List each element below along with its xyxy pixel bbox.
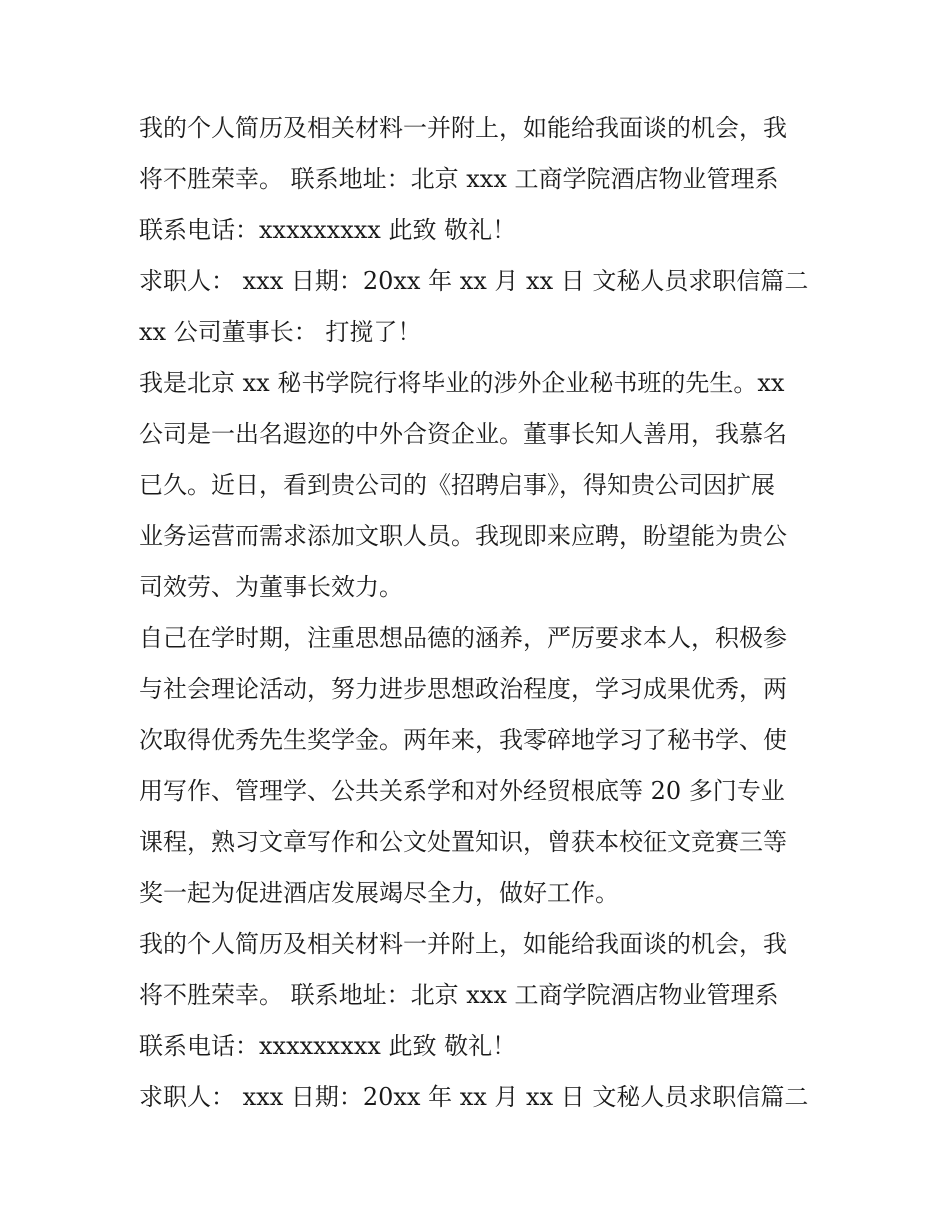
text-line: 我的个人简历及相关材料一并附上，如能给我面谈的机会，我 [139,114,787,142]
text-line: 课程，熟习文章写作和公文处置知识，曾获本校征文竞赛三等 [139,828,787,856]
text-line: 用写作、管理学、公共关系学和对外经贸根底等 20 多门专业 [139,777,785,805]
text-line: 与社会理论活动，努力进步思想政治程度，学习成果优秀，两 [139,675,787,703]
text-line: 将不胜荣幸。 联系地址：北京 xxx 工商学院酒店物业管理系 [139,981,779,1009]
text-line: 求职人： xxx 日期：20xx 年 xx 月 xx 日 文秘人员求职信篇二 [139,267,809,295]
text-line: 我的个人简历及相关材料一并附上，如能给我面谈的机会，我 [139,930,787,958]
text-line: xx 公司董事长： 打搅了！ [139,318,422,346]
text-line: 次取得优秀先生奖学金。两年来，我零碎地学习了秘书学、使 [139,726,787,754]
text-line: 将不胜荣幸。 联系地址：北京 xxx 工商学院酒店物业管理系 [139,165,779,193]
text-line: 自己在学时期，注重思想品德的涵养，严厉要求本人，积极参 [139,624,787,652]
text-line: 已久。近日，看到贵公司的《招聘启事》，得知贵公司因扩展 [139,471,775,499]
text-line: 奖一起为促进酒店发展竭尽全力，做好工作。 [139,879,619,907]
text-line: 联系电话：xxxxxxxxx 此致 敬礼！ [139,1032,517,1060]
text-line: 司效劳、为董事长效力。 [139,573,403,601]
text-line: 业务运营而需求添加文职人员。我现即来应聘，盼望能为贵公 [139,522,787,550]
text-line: 我是北京 xx 秘书学院行将毕业的涉外企业秘书班的先生。xx [139,369,785,397]
text-line: 求职人： xxx 日期：20xx 年 xx 月 xx 日 文秘人员求职信篇二 [139,1083,809,1111]
text-line: 公司是一出名遐迩的中外合资企业。董事长知人善用，我慕名 [139,420,787,448]
document-body [139,103,819,1123]
text-line: 联系电话：xxxxxxxxx 此致 敬礼！ [139,216,517,244]
